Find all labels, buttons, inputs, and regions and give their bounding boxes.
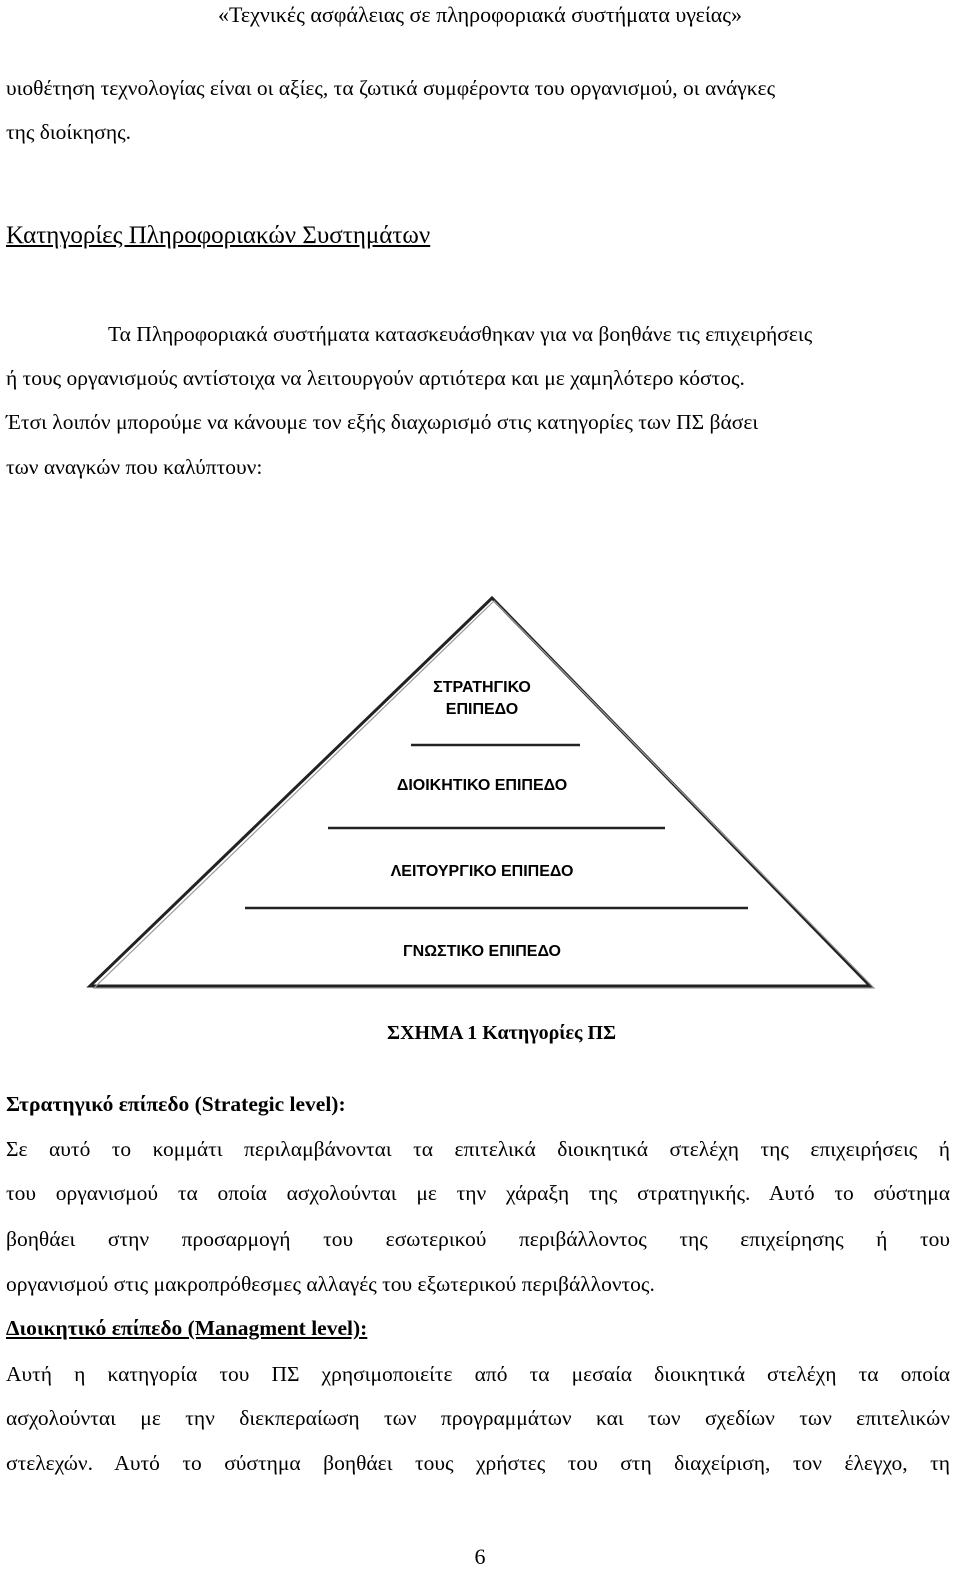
section-paragraph-line-3: Έτσι λοιπόν μπορούμε να κάνουμε τον εξής διαχωρισμό στις κατηγορίες των ΠΣ βάσει	[6, 410, 759, 434]
strategic-line-1: Σε αυτό το κομμάτι περιλαμβάνονται τα επιτελικά διοικητικά στελέχη της επιχειρήσεις ή	[6, 1137, 950, 1161]
strategic-line-4: οργανισμού στις μακροπρόθεσμες αλλαγές του εξωτερικού περιβάλλοντος.	[6, 1272, 655, 1296]
pyramid-level-strategic-line-1: ΣΤΡΑΤΗΓΙΚΟ	[433, 679, 531, 696]
running-header: «Τεχνικές ασφάλειας σε πληροφοριακά συστήματα υγείας»	[218, 2, 742, 27]
management-line-3: στελεχών. Αυτό το σύστημα βοηθάει τους χρήστες του στη διαχείριση, τον έλεγχο, τη	[6, 1451, 950, 1475]
pyramid-level-management: ΔΙΟΙΚΗΤΙΚΟ ΕΠΙΠΕΔΟ	[396, 777, 568, 794]
strategic-heading: Στρατηγικό επίπεδο (Strategic level):	[6, 1092, 346, 1116]
section-paragraph-line-2: ή τους οργανισμούς αντίστοιχα να λειτουργούν αρτιότερα και με χαμηλότερο κόστος.	[6, 366, 745, 390]
section-paragraph-line-1: Τα Πληροφοριακά συστήματα κατασκευάσθηκαν για να βοηθάνε τις επιχειρήσεις	[108, 322, 813, 346]
management-heading: Διοικητικό επίπεδο (Managment level):	[6, 1316, 368, 1340]
pyramid-diagram	[80, 590, 880, 1002]
intro-line-2: της διοίκησης.	[6, 120, 132, 144]
management-line-1: Αυτή η κατηγορία του ΠΣ χρησιμοποιείτε από τα μεσαία διοικητικά στελέχη τα οποία	[6, 1362, 950, 1386]
intro-line-1: υιοθέτηση τεχνολογίας είναι οι αξίες, τα ζωτικά συμφέροντα του οργανισμού, οι ανάγκες	[6, 76, 776, 100]
management-line-2: ασχολούνται με την διεκπεραίωση των προγραμμάτων και των σχεδίων των επιτελικών	[6, 1406, 950, 1430]
strategic-line-2: του οργανισμού τα οποία ασχολούνται με την χάραξη της στρατηγικής. Αυτό το σύστημα	[6, 1181, 950, 1205]
section-paragraph-line-4: των αναγκών που καλύπτουν:	[6, 455, 263, 479]
figure-caption: ΣΧΗΜΑ 1 Κατηγορίες ΠΣ	[387, 1022, 617, 1044]
pyramid-level-operational: ΛΕΙΤΟΥΡΓΙΚΟ ΕΠΙΠΕΔΟ	[390, 863, 574, 880]
pyramid-level-knowledge: ΓΝΩΣΤΙΚΟ ΕΠΙΠΕΔΟ	[403, 943, 561, 960]
pyramid-level-strategic-line-2: ΕΠΙΠΕΔΟ	[445, 701, 519, 718]
strategic-line-3: βοηθάει στην προσαρμογή του εσωτερικού περιβάλλοντος της επιχείρησης ή του	[6, 1227, 950, 1251]
section-title: Κατηγορίες Πληροφοριακών Συστημάτων	[6, 222, 431, 249]
page-number: 6	[474, 1544, 486, 1569]
